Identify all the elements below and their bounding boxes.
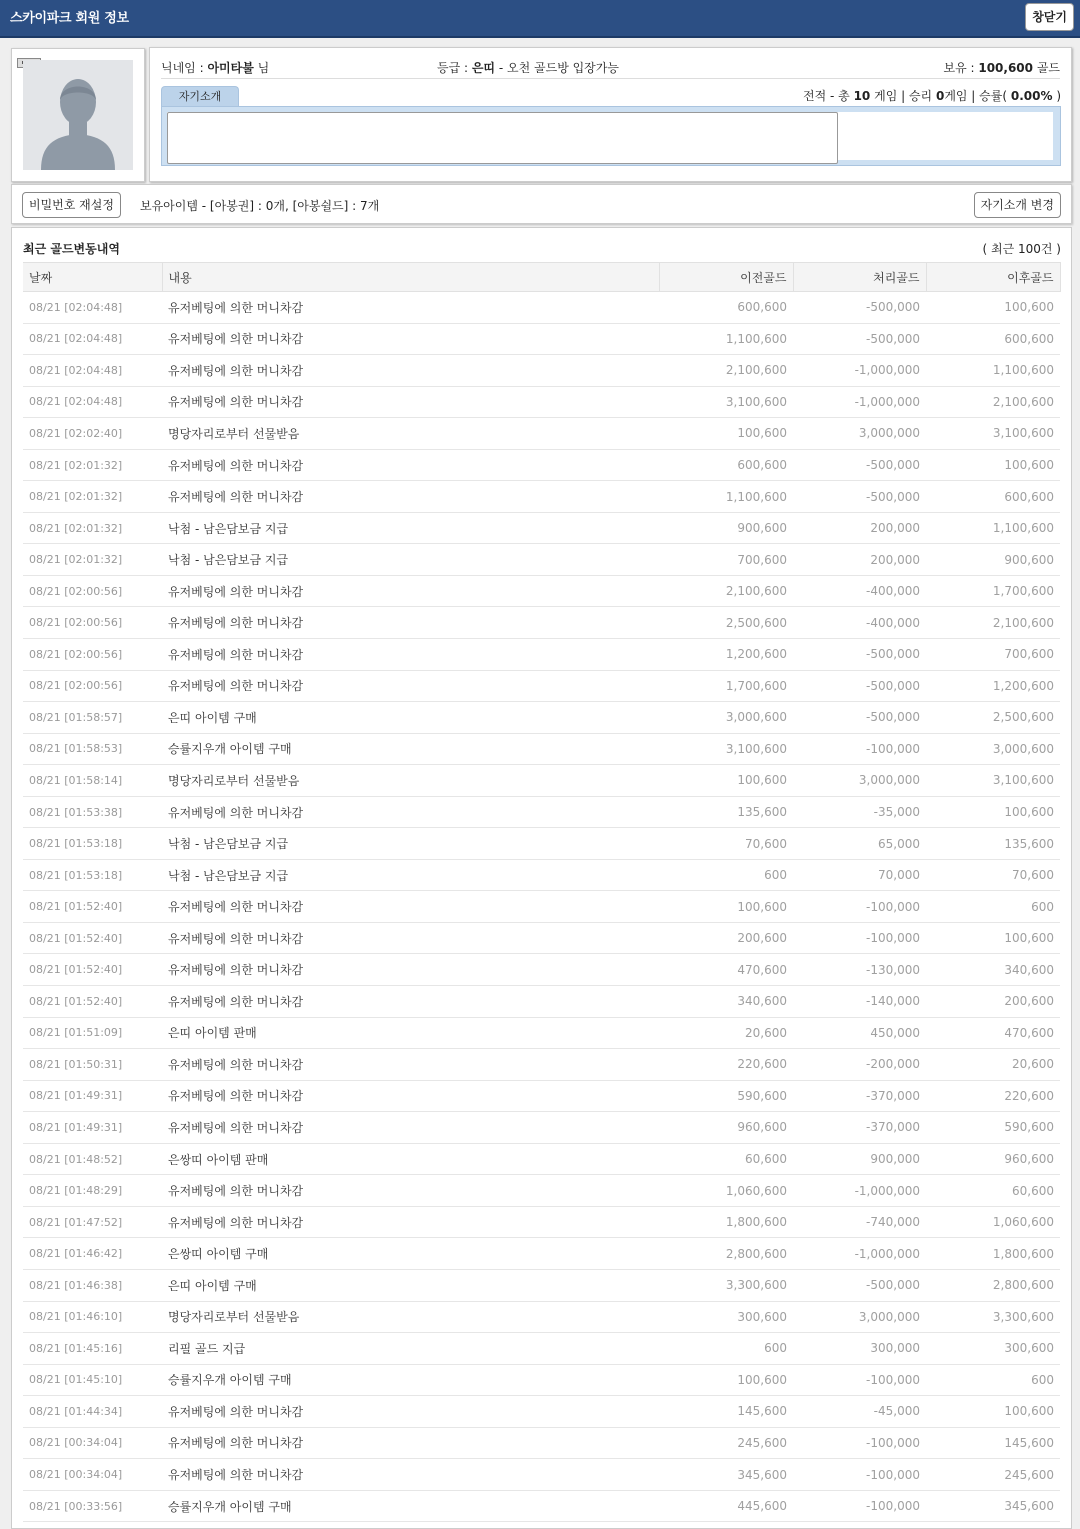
prev-gold-cell: 960,600 (659, 1112, 793, 1144)
change-gold-cell: 900,000 (793, 1143, 926, 1175)
content-cell: 유저베팅에 의한 머니차감 (162, 639, 659, 671)
date-cell: 08/21 [01:46:10] (23, 1301, 162, 1333)
change-gold-cell: -100,000 (793, 1490, 926, 1522)
prev-gold-cell: 3,100,600 (659, 386, 793, 418)
table-row (23, 733, 1060, 765)
table-row (23, 1490, 1060, 1522)
after-gold-cell: 200,600 (926, 986, 1060, 1018)
change-gold-cell: 65,000 (793, 828, 926, 860)
table-row (23, 355, 1060, 387)
content-cell: 낙첨 - 남은담보금 지급 (162, 512, 659, 544)
date-cell: 08/21 [01:49:31] (23, 1080, 162, 1112)
table-row (23, 1459, 1060, 1491)
content-cell: 승률지우개 아이템 구매 (162, 733, 659, 765)
prev-gold-cell: 700,600 (659, 544, 793, 576)
after-gold-cell: 70,600 (926, 859, 1060, 891)
after-gold-cell: 3,100,600 (926, 765, 1060, 797)
table-row (23, 1333, 1060, 1365)
date-cell: 08/21 [01:53:18] (23, 859, 162, 891)
after-gold-cell: 345,600 (926, 1490, 1060, 1522)
after-gold-cell: 100,600 (926, 922, 1060, 954)
date-cell: 08/21 [01:46:38] (23, 1269, 162, 1301)
content-cell: 유저베팅에 의한 머니차감 (162, 796, 659, 828)
change-gold-cell: -500,000 (793, 449, 926, 481)
after-gold-cell: 900,600 (926, 544, 1060, 576)
after-gold-cell: 1,800,600 (926, 1238, 1060, 1270)
win-rate: 0.00% (1010, 89, 1053, 103)
content-cell: 유저베팅에 의한 머니차감 (162, 1112, 659, 1144)
nickname-suffix: 님 (253, 61, 270, 75)
content-cell: 유저베팅에 의한 머니차감 (162, 607, 659, 639)
col-change-gold: 처리골드 (793, 263, 926, 292)
date-cell: 08/21 [01:45:10] (23, 1364, 162, 1396)
after-gold-cell: 2,500,600 (926, 702, 1060, 734)
table-row (23, 1269, 1060, 1301)
date-cell: 08/21 [01:46:42] (23, 1238, 162, 1270)
prev-gold-cell: 220,600 (659, 1049, 793, 1081)
after-gold-cell: 340,600 (926, 954, 1060, 986)
col-date: 날짜 (23, 263, 162, 292)
prev-gold-cell: 245,600 (659, 1427, 793, 1459)
change-gold-cell: -35,000 (793, 796, 926, 828)
col-prev-gold: 이전골드 (659, 263, 793, 292)
table-row (23, 828, 1060, 860)
table-row (23, 607, 1060, 639)
table-row (23, 386, 1060, 418)
close-window-button[interactable]: 창닫기 (1025, 3, 1074, 31)
date-cell: 08/21 [01:50:31] (23, 1049, 162, 1081)
prev-gold-cell: 340,600 (659, 986, 793, 1018)
content-cell: 유저베팅에 의한 머니차감 (162, 891, 659, 923)
date-cell: 08/21 [01:51:09] (23, 1017, 162, 1049)
date-cell: 08/21 [01:48:52] (23, 1143, 162, 1175)
change-gold-cell: -1,000,000 (793, 1175, 926, 1207)
change-gold-cell: -1,000,000 (793, 1238, 926, 1270)
change-gold-cell: -500,000 (793, 292, 926, 324)
after-gold-cell: 3,300,600 (926, 1301, 1060, 1333)
col-content: 내용 (162, 263, 659, 292)
content-cell: 유저베팅에 의한 머니차감 (162, 986, 659, 1018)
prev-gold-cell: 3,100,600 (659, 733, 793, 765)
game-record (803, 87, 1061, 104)
record-mid: 게임 | 승리 (870, 89, 936, 103)
change-gold-cell: -140,000 (793, 986, 926, 1018)
change-gold-cell: 200,000 (793, 544, 926, 576)
date-cell: 08/21 [01:58:14] (23, 765, 162, 797)
table-row (23, 1049, 1060, 1081)
after-gold-cell: 100,600 (926, 1396, 1060, 1428)
prev-gold-cell: 1,100,600 (659, 323, 793, 355)
change-intro-button[interactable]: 자기소개 변경 (974, 192, 1061, 218)
after-gold-cell: 600 (926, 891, 1060, 923)
date-cell: 08/21 [02:00:56] (23, 670, 162, 702)
prev-gold-cell: 3,300,600 (659, 1269, 793, 1301)
date-cell: 08/21 [01:44:34] (23, 1396, 162, 1428)
wins: 0 (935, 89, 945, 103)
content-cell: 유저베팅에 의한 머니차감 (162, 954, 659, 986)
nickname-value: 아미타불 (207, 61, 254, 75)
change-gold-cell: -500,000 (793, 639, 926, 671)
table-row (23, 796, 1060, 828)
prev-gold-cell: 200,600 (659, 922, 793, 954)
table-row (23, 1396, 1060, 1428)
date-cell: 08/21 [01:58:57] (23, 702, 162, 734)
password-reset-button[interactable]: 비밀번호 재설정 (22, 192, 121, 218)
content-cell: 낙첨 - 남은담보금 지급 (162, 544, 659, 576)
after-gold-cell: 60,600 (926, 1175, 1060, 1207)
prev-gold-cell: 2,500,600 (659, 607, 793, 639)
prev-gold-cell: 345,600 (659, 1459, 793, 1491)
prev-gold-cell: 1,700,600 (659, 670, 793, 702)
date-cell: 08/21 [01:52:40] (23, 922, 162, 954)
change-gold-cell: 3,000,000 (793, 765, 926, 797)
date-cell: 08/21 [01:52:40] (23, 986, 162, 1018)
prev-gold-cell: 445,600 (659, 1490, 793, 1522)
table-row (23, 1143, 1060, 1175)
content-cell: 유저베팅에 의한 머니차감 (162, 1396, 659, 1428)
default-user-icon (23, 60, 133, 170)
content-cell: 낙첨 - 남은담보금 지급 (162, 859, 659, 891)
after-gold-cell: 1,100,600 (926, 355, 1060, 387)
record-suffix: ) (1052, 89, 1061, 103)
date-cell: 08/21 [02:02:40] (23, 418, 162, 450)
content-cell: 은띠 아이템 판매 (162, 1017, 659, 1049)
content-cell: 유저베팅에 의한 머니차감 (162, 575, 659, 607)
content-cell: 유저베팅에 의한 머니차감 (162, 386, 659, 418)
window-title: 스카이파크 회원 정보 (10, 11, 129, 26)
content-cell: 낙첨 - 남은담보금 지급 (162, 828, 659, 860)
profile-avatar-frame (11, 48, 145, 182)
after-gold-cell: 3,000,600 (926, 733, 1060, 765)
date-cell: 08/21 [01:47:52] (23, 1206, 162, 1238)
table-row (23, 670, 1060, 702)
prev-gold-cell: 300,600 (659, 1301, 793, 1333)
change-gold-cell: 300,000 (793, 1333, 926, 1365)
date-cell: 08/21 [02:00:56] (23, 575, 162, 607)
gold-label: 보유 : (943, 61, 979, 75)
date-cell: 08/21 [00:34:04] (23, 1427, 162, 1459)
after-gold-cell: 20,600 (926, 1049, 1060, 1081)
content-cell: 유저베팅에 의한 머니차감 (162, 1459, 659, 1491)
content-cell: 명당자리로부터 선물받음 (162, 418, 659, 450)
date-cell: 08/21 [01:53:18] (23, 828, 162, 860)
table-row (23, 1427, 1060, 1459)
prev-gold-cell: 60,600 (659, 1143, 793, 1175)
content-cell: 명당자리로부터 선물받음 (162, 1301, 659, 1333)
after-gold-cell: 300,600 (926, 1333, 1060, 1365)
after-gold-cell: 3,100,600 (926, 418, 1060, 450)
date-cell: 08/21 [02:04:48] (23, 323, 162, 355)
change-gold-cell: -100,000 (793, 1364, 926, 1396)
change-gold-cell: -500,000 (793, 670, 926, 702)
content-cell: 은띠 아이템 구매 (162, 702, 659, 734)
change-gold-cell: 3,000,000 (793, 1301, 926, 1333)
content-cell: 유저베팅에 의한 머니차감 (162, 1427, 659, 1459)
gold-history-panel (11, 227, 1072, 1529)
content-cell: 유저베팅에 의한 머니차감 (162, 1080, 659, 1112)
date-cell: 08/21 [02:04:48] (23, 386, 162, 418)
date-cell: 08/21 [01:58:53] (23, 733, 162, 765)
prev-gold-cell: 100,600 (659, 418, 793, 450)
change-gold-cell: -100,000 (793, 891, 926, 923)
content-cell: 은쌍띠 아이템 구매 (162, 1238, 659, 1270)
prev-gold-cell: 145,600 (659, 1396, 793, 1428)
date-cell: 08/21 [02:04:48] (23, 355, 162, 387)
grade-description: - 오천 골드방 입장가능 (495, 61, 619, 75)
gold-balance (943, 59, 1060, 76)
gold-unit: 골드 (1033, 61, 1060, 75)
change-gold-cell: -500,000 (793, 1269, 926, 1301)
table-row (23, 891, 1060, 923)
table-row (23, 859, 1060, 891)
after-gold-cell: 2,800,600 (926, 1269, 1060, 1301)
change-gold-cell: -100,000 (793, 922, 926, 954)
change-gold-cell: -400,000 (793, 575, 926, 607)
date-cell: 08/21 [00:34:04] (23, 1459, 162, 1491)
prev-gold-cell: 70,600 (659, 828, 793, 860)
prev-gold-cell: 600,600 (659, 449, 793, 481)
table-row (23, 954, 1060, 986)
after-gold-cell: 135,600 (926, 828, 1060, 860)
after-gold-cell: 1,100,600 (926, 512, 1060, 544)
content-cell: 은띠 아이템 구매 (162, 1269, 659, 1301)
date-cell: 08/21 [02:01:32] (23, 544, 162, 576)
table-row (23, 481, 1060, 513)
after-gold-cell: 245,600 (926, 1459, 1060, 1491)
after-gold-cell: 2,100,600 (926, 386, 1060, 418)
date-cell: 08/21 [01:48:29] (23, 1175, 162, 1207)
date-cell: 08/21 [02:04:48] (23, 292, 162, 324)
table-row (23, 575, 1060, 607)
content-cell: 유저베팅에 의한 머니차감 (162, 481, 659, 513)
member-summary (161, 58, 1060, 79)
record-prefix: 전적 - 총 (803, 89, 854, 103)
prev-gold-cell: 590,600 (659, 1080, 793, 1112)
date-cell: 08/21 [01:49:31] (23, 1112, 162, 1144)
prev-gold-cell: 600 (659, 1333, 793, 1365)
history-count: ( 최근 100건 ) (982, 242, 1061, 256)
after-gold-cell: 220,600 (926, 1080, 1060, 1112)
gold-history-table (23, 262, 1061, 1522)
after-gold-cell: 100,600 (926, 796, 1060, 828)
window-title-bar (0, 0, 1080, 38)
tab-self-intro[interactable]: 자기소개 (161, 86, 239, 107)
table-row (23, 323, 1060, 355)
prev-gold-cell: 470,600 (659, 954, 793, 986)
table-row (23, 1238, 1060, 1270)
prev-gold-cell: 100,600 (659, 891, 793, 923)
prev-gold-cell: 135,600 (659, 796, 793, 828)
table-row (23, 418, 1060, 450)
history-rows (23, 292, 1060, 1522)
date-cell: 08/21 [02:01:32] (23, 481, 162, 513)
record-mid2: 게임 | 승률( (944, 89, 1011, 103)
date-cell: 08/21 [02:01:32] (23, 512, 162, 544)
table-row (23, 1206, 1060, 1238)
after-gold-cell: 1,700,600 (926, 575, 1060, 607)
table-row (23, 1112, 1060, 1144)
change-gold-cell: 450,000 (793, 1017, 926, 1049)
after-gold-cell: 1,060,600 (926, 1206, 1060, 1238)
change-gold-cell: -100,000 (793, 733, 926, 765)
after-gold-cell: 100,600 (926, 292, 1060, 324)
content-cell: 유저베팅에 의한 머니차감 (162, 1175, 659, 1207)
prev-gold-cell: 600,600 (659, 292, 793, 324)
content-cell: 유저베팅에 의한 머니차감 (162, 449, 659, 481)
content-cell: 유저베팅에 의한 머니차감 (162, 355, 659, 387)
change-gold-cell: -500,000 (793, 323, 926, 355)
table-row (23, 765, 1060, 797)
content-cell: 승률지우개 아이템 구매 (162, 1364, 659, 1396)
prev-gold-cell: 2,800,600 (659, 1238, 793, 1270)
table-row (23, 922, 1060, 954)
history-title: 최근 골드변동내역 (23, 242, 120, 256)
after-gold-cell: 145,600 (926, 1427, 1060, 1459)
table-row (23, 544, 1060, 576)
table-row (23, 639, 1060, 671)
prev-gold-cell: 1,100,600 (659, 481, 793, 513)
after-gold-cell: 600,600 (926, 481, 1060, 513)
nickname (161, 59, 269, 76)
table-row (23, 986, 1060, 1018)
member-info-panel (149, 47, 1072, 182)
date-cell: 08/21 [02:01:32] (23, 449, 162, 481)
grade-label: 등급 : (437, 61, 472, 75)
col-after-gold: 이후골드 (926, 263, 1060, 292)
change-gold-cell: 200,000 (793, 512, 926, 544)
change-gold-cell: 70,000 (793, 859, 926, 891)
change-gold-cell: -370,000 (793, 1112, 926, 1144)
prev-gold-cell: 600 (659, 859, 793, 891)
owned-items: 보유아이템 - [아봉권] : 0개, [아봉쉴드] : 7개 (140, 199, 380, 213)
after-gold-cell: 1,200,600 (926, 670, 1060, 702)
table-row (23, 1080, 1060, 1112)
content-cell: 승률지우개 아이템 구매 (162, 1490, 659, 1522)
self-intro-frame (161, 106, 1061, 166)
content-cell: 유저베팅에 의한 머니차감 (162, 1049, 659, 1081)
prev-gold-cell: 100,600 (659, 765, 793, 797)
change-gold-cell: -200,000 (793, 1049, 926, 1081)
table-row (23, 1301, 1060, 1333)
content-cell: 유저베팅에 의한 머니차감 (162, 292, 659, 324)
content-cell: 유저베팅에 의한 머니차감 (162, 1206, 659, 1238)
change-gold-cell: -370,000 (793, 1080, 926, 1112)
change-gold-cell: -1,000,000 (793, 386, 926, 418)
date-cell: 08/21 [01:53:38] (23, 796, 162, 828)
prev-gold-cell: 900,600 (659, 512, 793, 544)
change-gold-cell: -400,000 (793, 607, 926, 639)
nickname-label: 닉네임 : (161, 61, 208, 75)
table-row (23, 449, 1060, 481)
avatar (23, 60, 133, 170)
after-gold-cell: 600,600 (926, 323, 1060, 355)
change-gold-cell: -740,000 (793, 1206, 926, 1238)
change-gold-cell: -100,000 (793, 1427, 926, 1459)
prev-gold-cell: 2,100,600 (659, 355, 793, 387)
after-gold-cell: 2,100,600 (926, 607, 1060, 639)
table-row (23, 1364, 1060, 1396)
content-cell: 리필 골드 지급 (162, 1333, 659, 1365)
self-intro-textbox[interactable] (167, 112, 838, 164)
after-gold-cell: 700,600 (926, 639, 1060, 671)
date-cell: 08/21 [01:45:16] (23, 1333, 162, 1365)
after-gold-cell: 600 (926, 1364, 1060, 1396)
content-cell: 유저베팅에 의한 머니차감 (162, 922, 659, 954)
date-cell: 08/21 [01:52:40] (23, 891, 162, 923)
action-bar (11, 184, 1072, 224)
total-games: 10 (853, 89, 871, 103)
content-cell: 유저베팅에 의한 머니차감 (162, 670, 659, 702)
prev-gold-cell: 1,800,600 (659, 1206, 793, 1238)
grade (437, 59, 619, 76)
prev-gold-cell: 3,000,600 (659, 702, 793, 734)
prev-gold-cell: 100,600 (659, 1364, 793, 1396)
content-cell: 은쌍띠 아이템 판매 (162, 1143, 659, 1175)
table-row (23, 1017, 1060, 1049)
after-gold-cell: 590,600 (926, 1112, 1060, 1144)
grade-value: 은띠 (471, 61, 496, 75)
change-gold-cell: -1,000,000 (793, 355, 926, 387)
table-row (23, 292, 1060, 324)
content-cell: 유저베팅에 의한 머니차감 (162, 323, 659, 355)
after-gold-cell: 960,600 (926, 1143, 1060, 1175)
table-row (23, 702, 1060, 734)
change-gold-cell: -130,000 (793, 954, 926, 986)
after-gold-cell: 100,600 (926, 449, 1060, 481)
date-cell: 08/21 [00:33:56] (23, 1490, 162, 1522)
after-gold-cell: 470,600 (926, 1017, 1060, 1049)
change-gold-cell: -500,000 (793, 702, 926, 734)
table-row (23, 1175, 1060, 1207)
table-row (23, 512, 1060, 544)
content-cell: 명당자리로부터 선물받음 (162, 765, 659, 797)
prev-gold-cell: 2,100,600 (659, 575, 793, 607)
change-gold-cell: -45,000 (793, 1396, 926, 1428)
prev-gold-cell: 20,600 (659, 1017, 793, 1049)
date-cell: 08/21 [01:52:40] (23, 954, 162, 986)
prev-gold-cell: 1,060,600 (659, 1175, 793, 1207)
gold-value: 100,600 (978, 61, 1033, 75)
date-cell: 08/21 [02:00:56] (23, 639, 162, 671)
table-header-row (23, 263, 1060, 292)
change-gold-cell: 3,000,000 (793, 418, 926, 450)
change-gold-cell: -100,000 (793, 1459, 926, 1491)
prev-gold-cell: 1,200,600 (659, 639, 793, 671)
date-cell: 08/21 [02:00:56] (23, 607, 162, 639)
change-gold-cell: -500,000 (793, 481, 926, 513)
